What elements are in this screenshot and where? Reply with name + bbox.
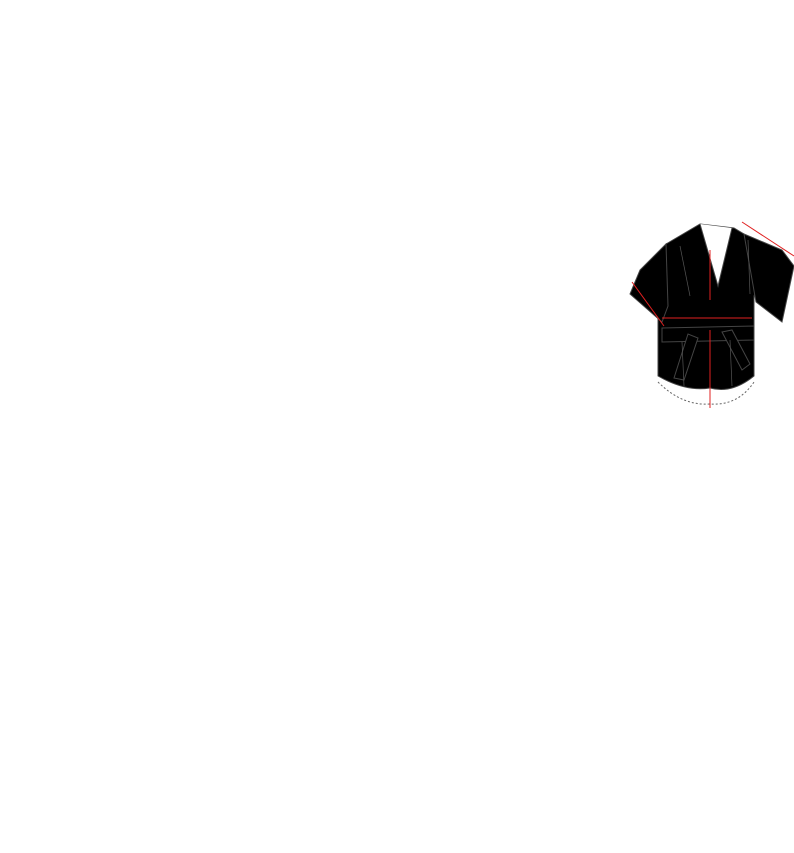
garment-size-table — [110, 438, 730, 820]
garment-diagram — [622, 210, 794, 415]
garment-silhouette-icon — [630, 224, 794, 404]
country-size-table — [0, 0, 609, 357]
